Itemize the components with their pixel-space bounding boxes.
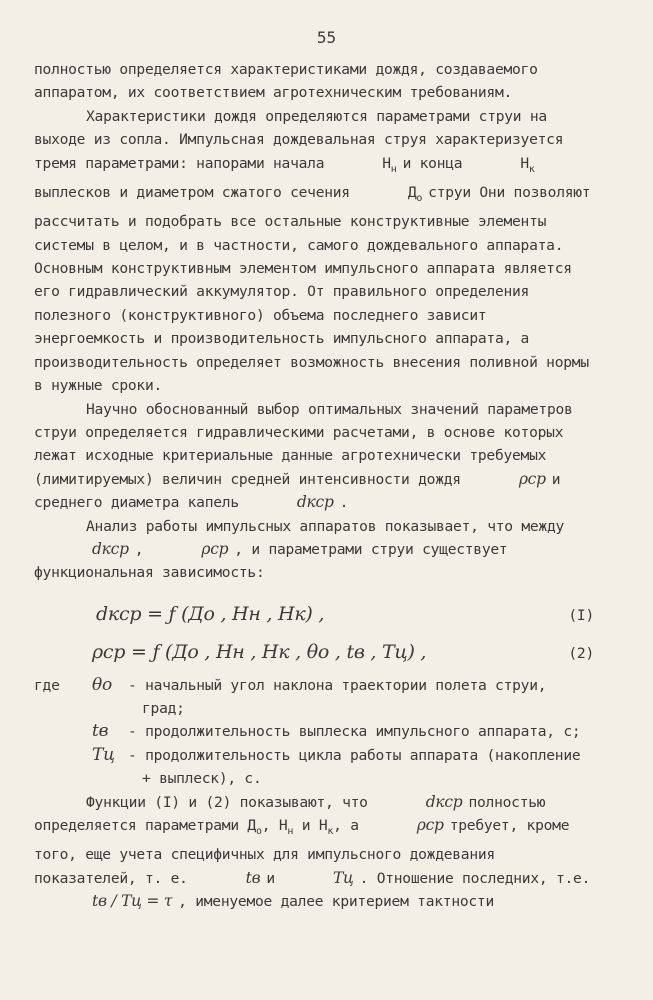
p2-text-1: Научно обоснованный выбор оптимальных значений параметров струи определяется гидравлическими расчетами, в основе которых лежат исходные критериальные данные агротехнически требуемых (лимитируемых) величин средней интенсивности дождя [34, 400, 573, 488]
p1-text-4: струи Они позволяют рассчитать и подобрать все остальные конструктивные элементы системы в целом, и в частности, самого дождевального аппарата. Основным конструктивным элементом импульсного аппарата является его гидравлический аккумулятор. От правильного определения полезного (конструктивного) объема последнего зависит энергоемкость и производительность импульсного аппарата, а производительность определяет возможность внесения поливной нормы в нужные сроки. [34, 183, 591, 395]
symbol-d0: $Д_о$ [407, 183, 423, 204]
paragraph-2 [34, 398, 594, 515]
symbol-ratio: tв / Tц = τ [92, 892, 173, 911]
definition-symbol: Tц [92, 744, 115, 765]
p3-separator: , [134, 540, 144, 558]
definition-text: - продолжительность цикла работы аппарата (накопление + выплеск), с. [128, 746, 581, 788]
p2-text-3: . [339, 494, 349, 512]
symbol-t-c: Tц [332, 868, 354, 887]
p4-text-3: , а [333, 817, 359, 834]
p4-text-4: требует, кроме того, еще учета специфичных для импульсного дождевания показателей, т. е. [34, 817, 570, 887]
symbol-h-start: $H_н$ [278, 817, 294, 837]
p4-text-1: Функции (I) и (2) показывают, что [86, 793, 368, 811]
where-label: где [34, 676, 60, 694]
equation-2-formula: ρcp = ƒ (Дo , Hн , Hк , θo , tв , Tц) , [92, 641, 427, 664]
symbol-t-v: tв [245, 868, 261, 887]
p1-text-2: и конца [402, 154, 463, 172]
symbol-rho-cp: ρcp [416, 816, 444, 834]
symbol-d-kcp: dкср [92, 539, 129, 558]
p4-text-5: . Отношение последних, т.е. [359, 869, 591, 887]
definition-row [34, 674, 594, 721]
p3-text-1: Анализ работы импульсных аппаратов показывает, что между [86, 517, 565, 535]
p4-and-2: и [266, 869, 275, 887]
equation-1-formula: dкср = ƒ (Дo , Hн , Hк) , [96, 602, 325, 625]
paragraph-1 [34, 105, 594, 398]
p2-text-2: и среднего диаметра капель [34, 470, 561, 512]
definition-symbol: θo [92, 674, 112, 695]
definitions-list [34, 674, 594, 791]
definition-row [34, 720, 594, 743]
definition-row [34, 744, 594, 791]
symbol-h-end: $H_к$ [318, 817, 334, 837]
p3-text-2: , и параметрами струи существует функциональная зависимость: [34, 540, 508, 582]
equation-2 [34, 641, 594, 665]
p4-text-2: полностью определяется параметрами [34, 793, 546, 834]
equation-1-number: (I) [568, 606, 594, 624]
symbol-h-start: $H_н$ [382, 154, 397, 175]
p4-comma: , [261, 817, 271, 834]
page-number: 55 [316, 28, 337, 47]
equation-2-number: (2) [568, 645, 594, 663]
p1-text-1: Характеристики дождя определяются параметрами струи на выходе из сопла. Импульсная дождевальная струя характеризуется тремя параметрами: напорами начала [34, 107, 564, 172]
p1-text-3: выплесков и диаметром сжатого сечения [34, 183, 350, 201]
paragraph-4 [34, 791, 594, 914]
p4-and: и [301, 817, 311, 834]
equation-1 [34, 603, 594, 627]
paragraph-3 [34, 515, 594, 585]
page-body [34, 58, 594, 914]
p4-text-6: , именуемое далее критерием тактности [178, 893, 494, 911]
definition-text: - начальный угол наклона траектории полета струи, град; [128, 676, 547, 717]
symbol-d-kcp: dкср [296, 493, 334, 512]
symbol-d0: $Д_о$ [247, 817, 262, 837]
symbol-rho-cp: ρcp [201, 539, 229, 558]
definition-text: - продолжительность выплеска импульсного аппарата, с; [128, 723, 581, 741]
symbol-h-end: $H_к$ [520, 154, 535, 175]
symbol-rho-cp: ρcp [518, 469, 546, 488]
definition-symbol: tв [92, 721, 109, 742]
symbol-d-kcp: dкср [425, 792, 463, 811]
paragraph-0: полностью определяется характеристиками дождя, создаваемого аппаратом, их соответствием агротехническим требованиям. [34, 61, 538, 102]
